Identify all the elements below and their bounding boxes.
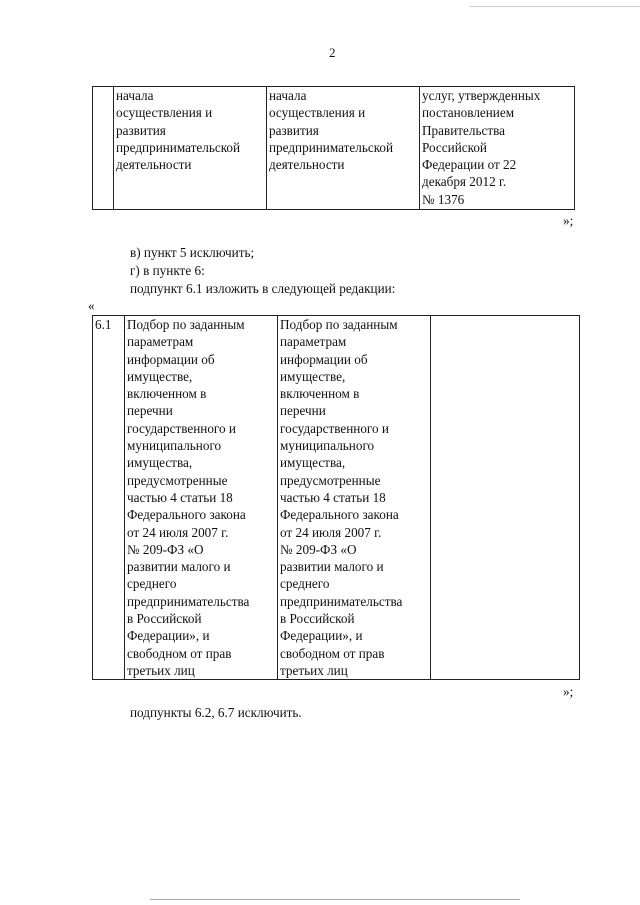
table2-cell-num: 6.1 — [93, 316, 125, 680]
table1-cell-col2: начала осуществления и развития предпринимательской деятельности — [114, 87, 267, 210]
close-quote-1: »; — [563, 213, 574, 228]
table2-cell-col3: Подбор по заданным параметрам информации об имуществе, включенном в перечни государственного и муниципального имущества, предусмотренные частью 4 статьи 18 Федерального закона от 24 июля 2007 г. № 209-ФЗ «О развитии малого и среднего предпринимательства в Российской Федерации», и свободном от прав третьих лиц — [278, 316, 431, 680]
table2-cell-col4 — [431, 316, 580, 680]
table-row — [93, 87, 575, 210]
table1-cell-num — [93, 87, 114, 210]
table-row — [93, 316, 580, 680]
table-6-1 — [92, 315, 580, 680]
table-continuation — [92, 86, 575, 210]
item-sub: подпункт 6.1 изложить в следующей редакции: — [130, 281, 396, 296]
page-number: 2 — [329, 45, 336, 60]
item-v: в) пункт 5 исключить; — [130, 245, 255, 260]
table1-cell-col3: начала осуществления и развития предпринимательской деятельности — [267, 87, 420, 210]
table1-cell-col4: услуг, утвержденных постановлением Правительства Российской Федерации от 22 декабря 2012 г. № 1376 — [420, 87, 575, 210]
table2-cell-col2: Подбор по заданным параметрам информации об имуществе, включенном в перечни государственного и муниципального имущества, предусмотренные частью 4 статьи 18 Федерального закона от 24 июля 2007 г. № 209-ФЗ «О развитии малого и среднего предпринимательства в Российской Федерации», и свободном от прав третьих лиц — [125, 316, 278, 680]
item-g: г) в пункте 6: — [130, 263, 205, 278]
close-quote-2: »; — [563, 684, 574, 699]
scan-artifact-bottom — [150, 899, 520, 900]
final-line: подпункты 6.2, 6.7 исключить. — [130, 705, 302, 720]
open-quote: « — [88, 298, 95, 313]
scan-artifact-top — [470, 6, 640, 7]
